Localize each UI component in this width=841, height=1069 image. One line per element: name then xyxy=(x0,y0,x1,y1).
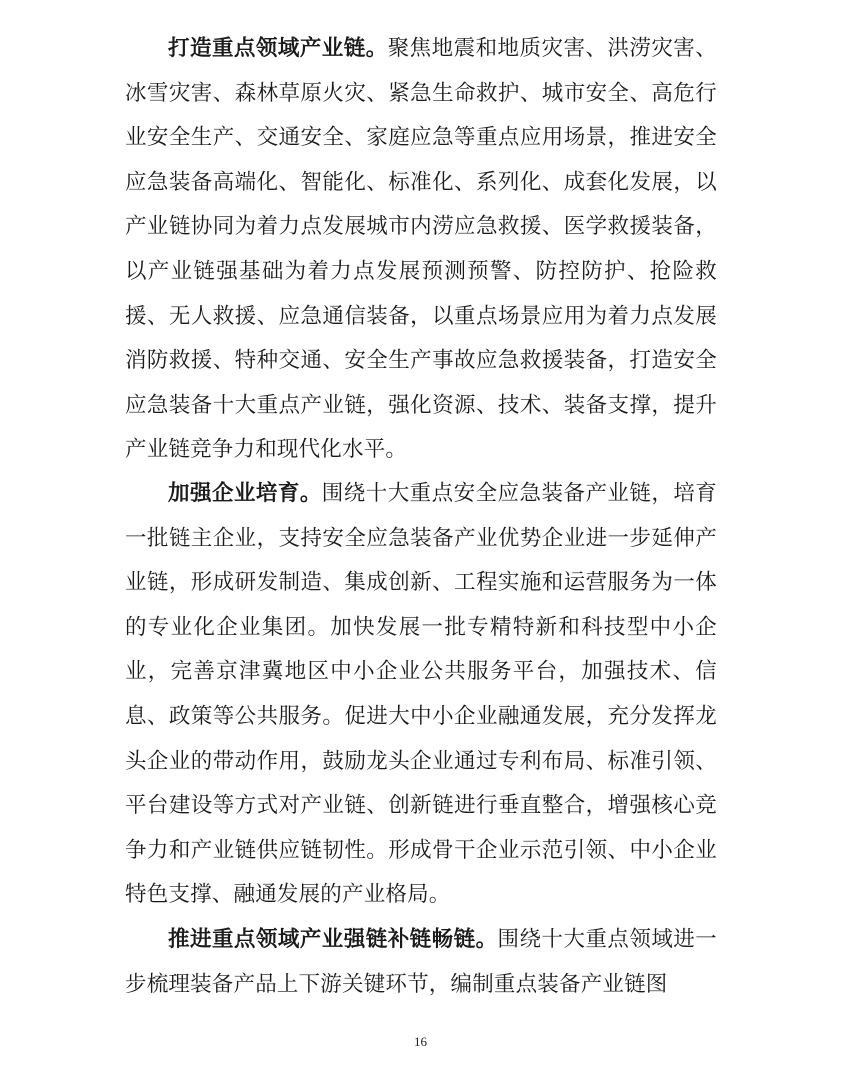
paragraph-body-text: 聚焦地震和地质灾害、洪涝灾害、冰雪灾害、森林草原火灾、紧急生命救护、城市安全、高危行业安全生产、交通安全、家庭应急等重点应用场景，推进安全应急装备高端化、智能化、标准化、系列化、成套化发展，以产业链协同为着力点发展城市内涝应急救援、医学救援装备， 以产业链强基础为着力点发展预测预警、防控防护、抢险救援、无人救援、应急通信装备，以重点场景应用为着力点发展消防救援、特种交通、安全生产事故应急救援装备，打造安全应急装备十大重点产业链，强化资源、技术、装备支撑，提升产业链竞争力和现代化水平。 xyxy=(125,36,717,463)
paragraph-body-text: 围绕十大重点领域进一步梳理装备产品上下游关键环节，编制重点装备产业链图 xyxy=(125,927,717,997)
page-number: 16 xyxy=(414,1034,427,1049)
paragraph-lead-heading: 打造重点领域产业链。 xyxy=(168,36,388,61)
paragraph-strengthen-chains xyxy=(125,918,717,1007)
paragraph-enterprise-cultivation xyxy=(125,472,717,918)
paragraph-key-industry-chains xyxy=(125,27,717,473)
paragraph-body-text: 围绕十大重点安全应急装备产业链，培育一批链主企业，支持安全应急装备产业优势企业进一步延伸产业链，形成研发制造、集成创新、工程实施和运营服务为一体的专业化企业集团。加快发展一批专精特新和科技型中小企业，完善京津冀地区中小企业公共服务平台，加强技术、信息、政策等公共服务。促进大中小企业融通发展，充分发挥龙头企业的带动作用，鼓励龙头企业通过专利布局、标准引领、平台建设等方式对产业链、创新链进行垂直整合，增强核心竞争力和产业链供应链韧性。形成骨干企业示范引领、中小企业特色支撑、融通发展的产业格局。 xyxy=(125,481,717,908)
paragraph-lead-heading: 推进重点领域产业强链补链畅链。 xyxy=(168,927,498,952)
paragraph-lead-heading: 加强企业培育。 xyxy=(168,481,322,506)
